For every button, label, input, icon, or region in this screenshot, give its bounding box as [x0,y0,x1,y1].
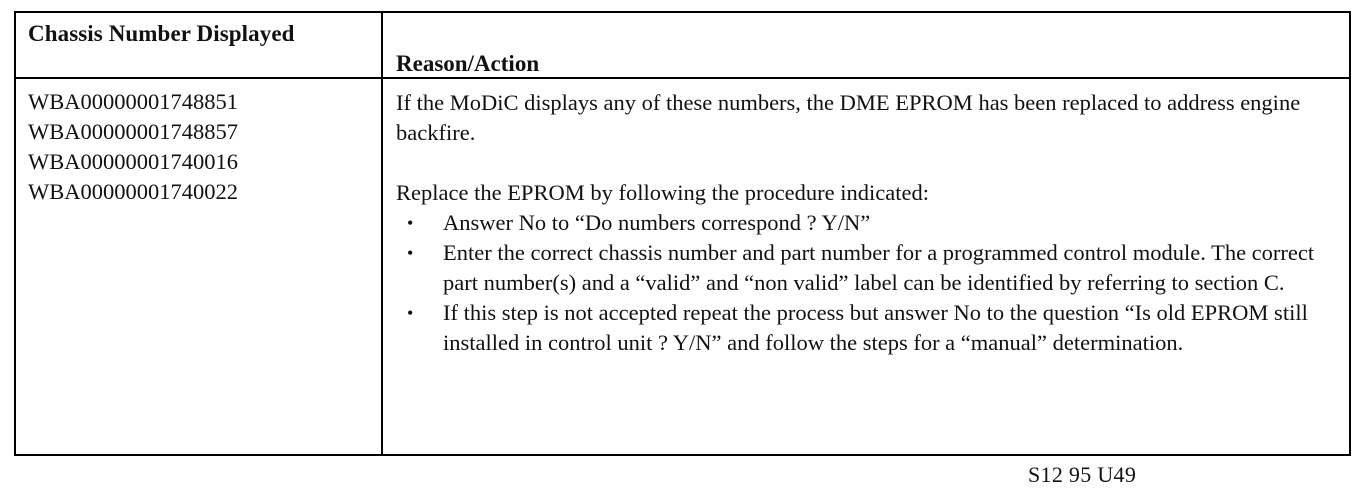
document-code: S12 95 U49 [1028,462,1137,487]
column-divider [381,13,383,454]
procedure-step [396,208,1341,238]
reason-action-cell [396,88,1341,358]
procedure-steps-list [396,208,1341,358]
header-chassis-number: Chassis Number Displayed [28,21,295,46]
chassis-number: WBA00000001740016 [28,149,238,174]
bullet-icon: • [407,303,414,323]
procedure-step [396,238,1341,298]
bullet-icon: • [407,243,414,263]
procedure-step-text: If this step is not accepted repeat the process but answer No to the question “Is old EPROM still installed in control unit ? Y/N” and follow the steps for a “manual” determination. [443,300,1308,355]
procedure-step [396,298,1341,358]
procedure-step-text: Enter the correct chassis number and part number for a programmed control module. The correct part number(s) and a “valid” and “non valid” label can be identified by referring to section C. [443,240,1315,295]
chassis-reason-table [14,11,1351,456]
header-reason-action: Reason/Action [396,51,540,76]
header-divider [16,77,1349,79]
bullet-icon: • [407,213,414,233]
procedure-step-text: Answer No to “Do numbers correspond ? Y/N” [443,210,871,235]
chassis-number-list [28,87,238,207]
procedure-lead-text: Replace the EPROM by following the procedure indicated: [396,180,929,205]
chassis-number: WBA00000001740022 [28,179,238,204]
chassis-number: WBA00000001748851 [28,89,238,114]
chassis-number: WBA00000001748857 [28,119,238,144]
reason-intro-text: If the MoDiC displays any of these numbers, the DME EPROM has been replaced to address engine backfire. [396,90,1301,145]
